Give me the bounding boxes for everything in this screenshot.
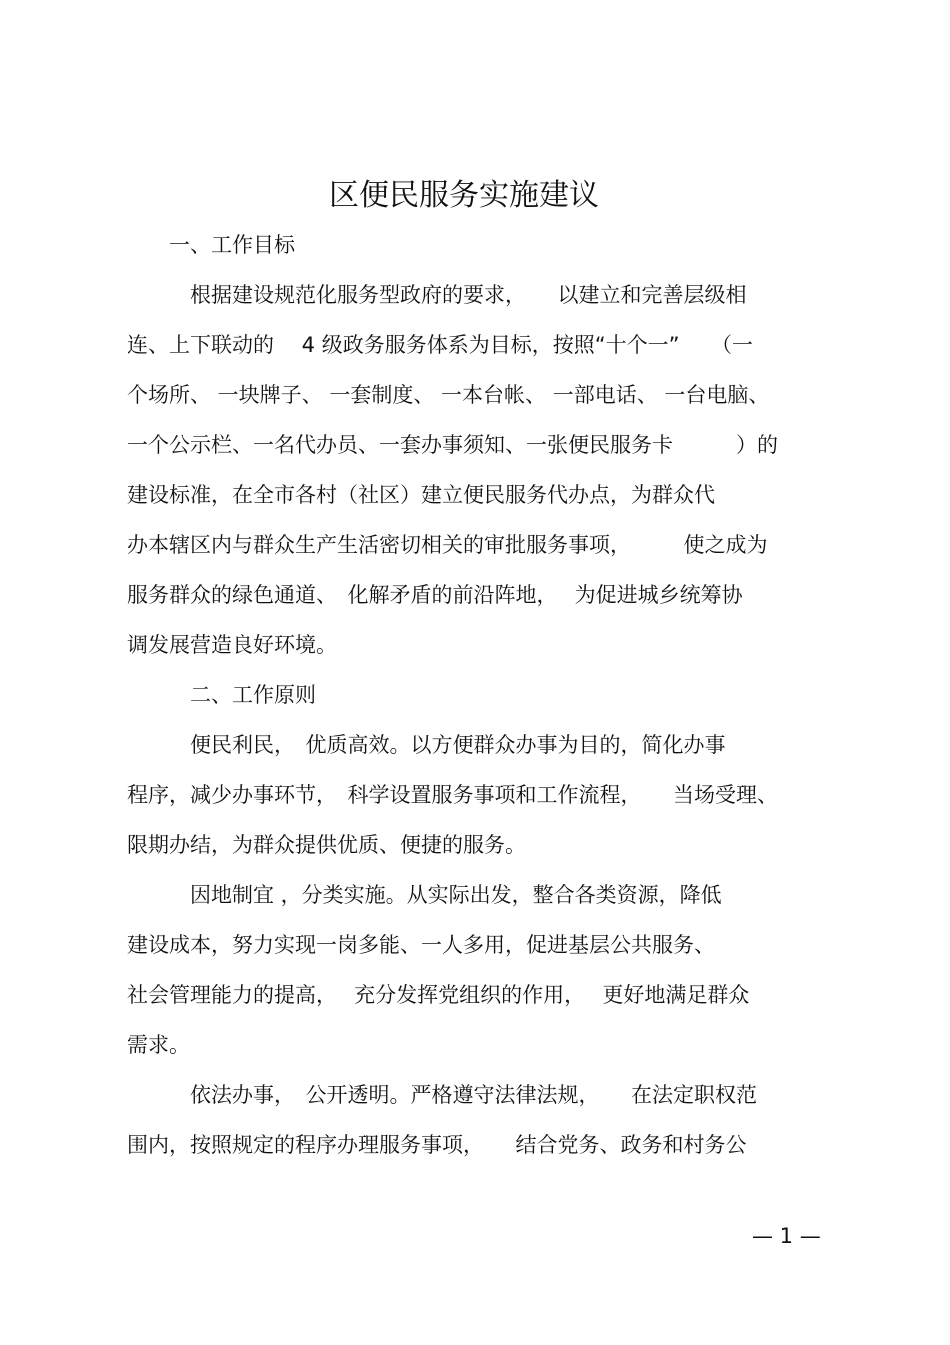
body-text-line: 一、工作目标 <box>127 233 295 257</box>
body-text-line: 个场所、 一块牌子、 一套制度、 一本台帐、 一部电话、 一台电脑、 <box>127 383 770 407</box>
body-text-line: 调发展营造良好环境。 <box>127 633 337 657</box>
body-text-line: 限期办结，为群众提供优质、便捷的服务。 <box>127 833 526 857</box>
body-text-line: 根据建设规范化服务型政府的要求， 以建立和完善层级相 <box>127 283 747 307</box>
body-text-line: 服务群众的绿色通道、 化解矛盾的前沿阵地， 为促进城乡统筹协 <box>127 583 743 607</box>
body-text-line: 一个公示栏、一名代办员、一套办事须知、一张便民服务卡 ）的 <box>127 433 778 457</box>
body-text-line: 需求。 <box>127 1033 190 1057</box>
body-text-line: 办本辖区内与群众生产生活密切相关的审批服务事项， 使之成为 <box>127 533 768 557</box>
body-text-line: 便民利民， 优质高效。以方便群众办事为目的，简化办事 <box>127 733 726 757</box>
body-text-line: 建设标准，在全市各村（社区）建立便民服务代办点，为群众代 <box>127 483 715 507</box>
body-text-line: 围内，按照规定的程序办理服务事项， 结合党务、政务和村务公 <box>127 1133 747 1157</box>
body-text-line: 建设成本，努力实现一岗多能、一人多用，促进基层公共服务、 <box>127 933 715 957</box>
body-text-line: 程序，减少办事环节， 科学设置服务事项和工作流程， 当场受理、 <box>127 783 778 807</box>
body-text-line: 社会管理能力的提高， 充分发挥党组织的作用， 更好地满足群众 <box>127 983 750 1007</box>
page-title: 区便民服务实施建议 <box>329 178 599 213</box>
body-text-line: 二、工作原则 <box>127 683 316 707</box>
page-number: — 1 — <box>752 1224 821 1248</box>
body-text-line: 因地制宜 ，分类实施。从实际出发，整合各类资源，降低 <box>127 883 722 907</box>
body-text-line: 连、上下联动的 4 级政务服务体系为目标，按照“十个一” （一 <box>127 333 753 357</box>
body-text-line: 依法办事， 公开透明。严格遵守法律法规， 在法定职权范 <box>127 1083 757 1107</box>
